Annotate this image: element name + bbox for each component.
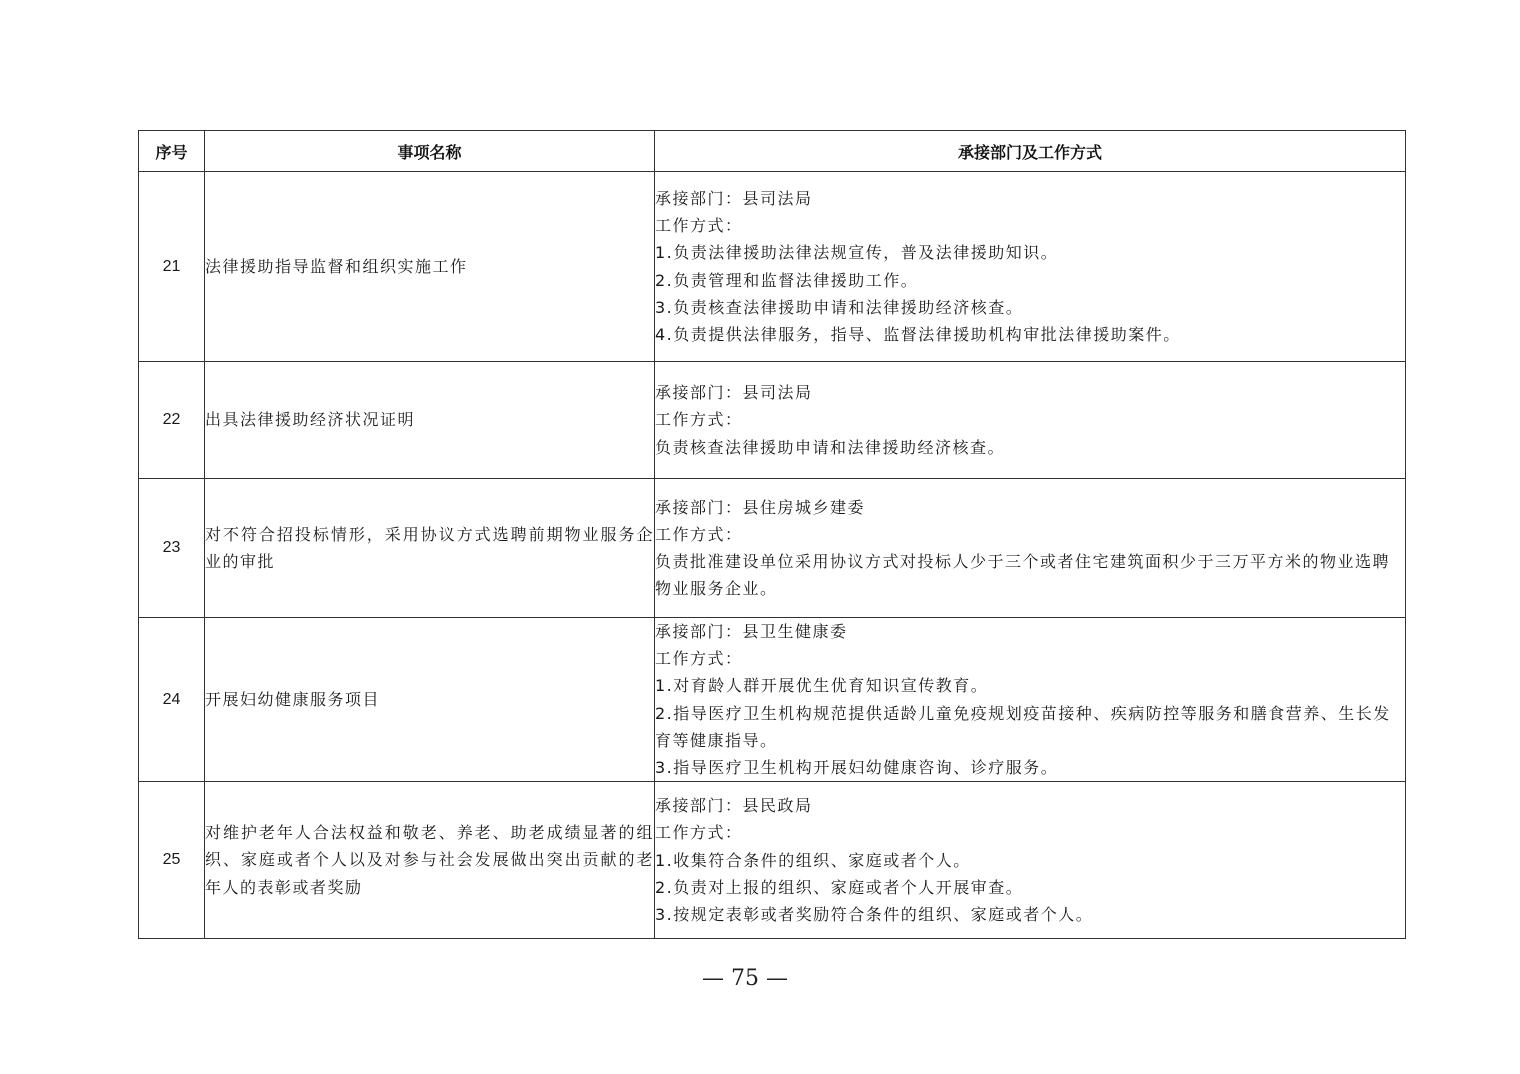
dept-line: 承接部门：县民政局 xyxy=(655,796,813,816)
dept-line: 工作方式： xyxy=(655,524,743,544)
row-dept xyxy=(655,172,1406,362)
row-name: 对维护老年人合法权益和敬老、养老、助老成绩显著的组织、家庭或者个人以及对参与社会发展做出突出贡献的老年人的表彰或者奖励 xyxy=(205,782,655,939)
table-row xyxy=(139,618,1406,782)
row-name: 开展妇幼健康服务项目 xyxy=(205,618,655,782)
row-dept xyxy=(655,618,1406,782)
dept-line: 工作方式： xyxy=(655,410,743,430)
dept-line: 承接部门：县卫生健康委 xyxy=(655,622,848,641)
dept-line: 1.收集符合条件的组织、家庭或者个人。 xyxy=(655,850,971,870)
table-row xyxy=(139,172,1406,362)
dept-line: 2.负责管理和监督法律援助工作。 xyxy=(655,270,919,290)
dept-line: 1.负责法律援助法律法规宣传，普及法律援助知识。 xyxy=(655,243,1059,263)
dept-line: 3.负责核查法律援助申请和法律援助经济核查。 xyxy=(655,297,1024,317)
header-dept: 承接部门及工作方式 xyxy=(655,131,1406,172)
row-seq: 25 xyxy=(139,782,205,939)
dept-line: 2.负责对上报的组织、家庭或者个人开展审查。 xyxy=(655,877,1024,897)
dept-line: 3.按规定表彰或者奖励符合条件的组织、家庭或者个人。 xyxy=(655,905,1094,925)
row-name: 出具法律援助经济状况证明 xyxy=(205,362,655,479)
table-header-row xyxy=(139,131,1406,172)
matters-table xyxy=(138,130,1406,939)
page-number: — 75 — xyxy=(702,966,788,991)
row-dept xyxy=(655,362,1406,479)
table-row xyxy=(139,782,1406,939)
dept-line: 承接部门：县司法局 xyxy=(655,383,813,403)
dept-line: 工作方式： xyxy=(655,649,743,669)
dept-line: 3.指导医疗卫生机构开展妇幼健康咨询、诊疗服务。 xyxy=(655,758,1059,778)
row-seq: 21 xyxy=(139,172,205,362)
dept-line: 负责核查法律援助申请和法律援助经济核查。 xyxy=(655,437,1006,457)
dept-line: 工作方式： xyxy=(655,823,743,843)
row-name: 对不符合招投标情形，采用协议方式选聘前期物业服务企业的审批 xyxy=(205,479,655,618)
row-name: 法律援助指导监督和组织实施工作 xyxy=(205,172,655,362)
dept-line: 承接部门：县住房城乡建委 xyxy=(655,497,866,517)
dept-line: 1.对育龄人群开展优生优育知识宣传教育。 xyxy=(655,676,989,696)
dept-line: 4.负责提供法律服务，指导、监督法律援助机构审批法律援助案件。 xyxy=(655,324,1181,344)
header-name: 事项名称 xyxy=(205,131,655,172)
dept-line: 2.指导医疗卫生机构规范提供适龄儿童免疫规划疫苗接种、疾病防控等服务和膳食营养、生长发育等健康指导。 xyxy=(655,703,1391,750)
row-seq: 23 xyxy=(139,479,205,618)
row-seq: 24 xyxy=(139,618,205,782)
row-dept xyxy=(655,782,1406,939)
row-dept xyxy=(655,479,1406,618)
table-row xyxy=(139,479,1406,618)
row-seq: 22 xyxy=(139,362,205,479)
header-seq: 序号 xyxy=(139,131,205,172)
dept-line: 工作方式： xyxy=(655,216,743,236)
dept-line: 承接部门：县司法局 xyxy=(655,188,813,208)
dept-line: 负责批准建设单位采用协议方式对投标人少于三个或者住宅建筑面积少于三万平方米的物业选聘物业服务企业。 xyxy=(655,552,1391,599)
table-row xyxy=(139,362,1406,479)
